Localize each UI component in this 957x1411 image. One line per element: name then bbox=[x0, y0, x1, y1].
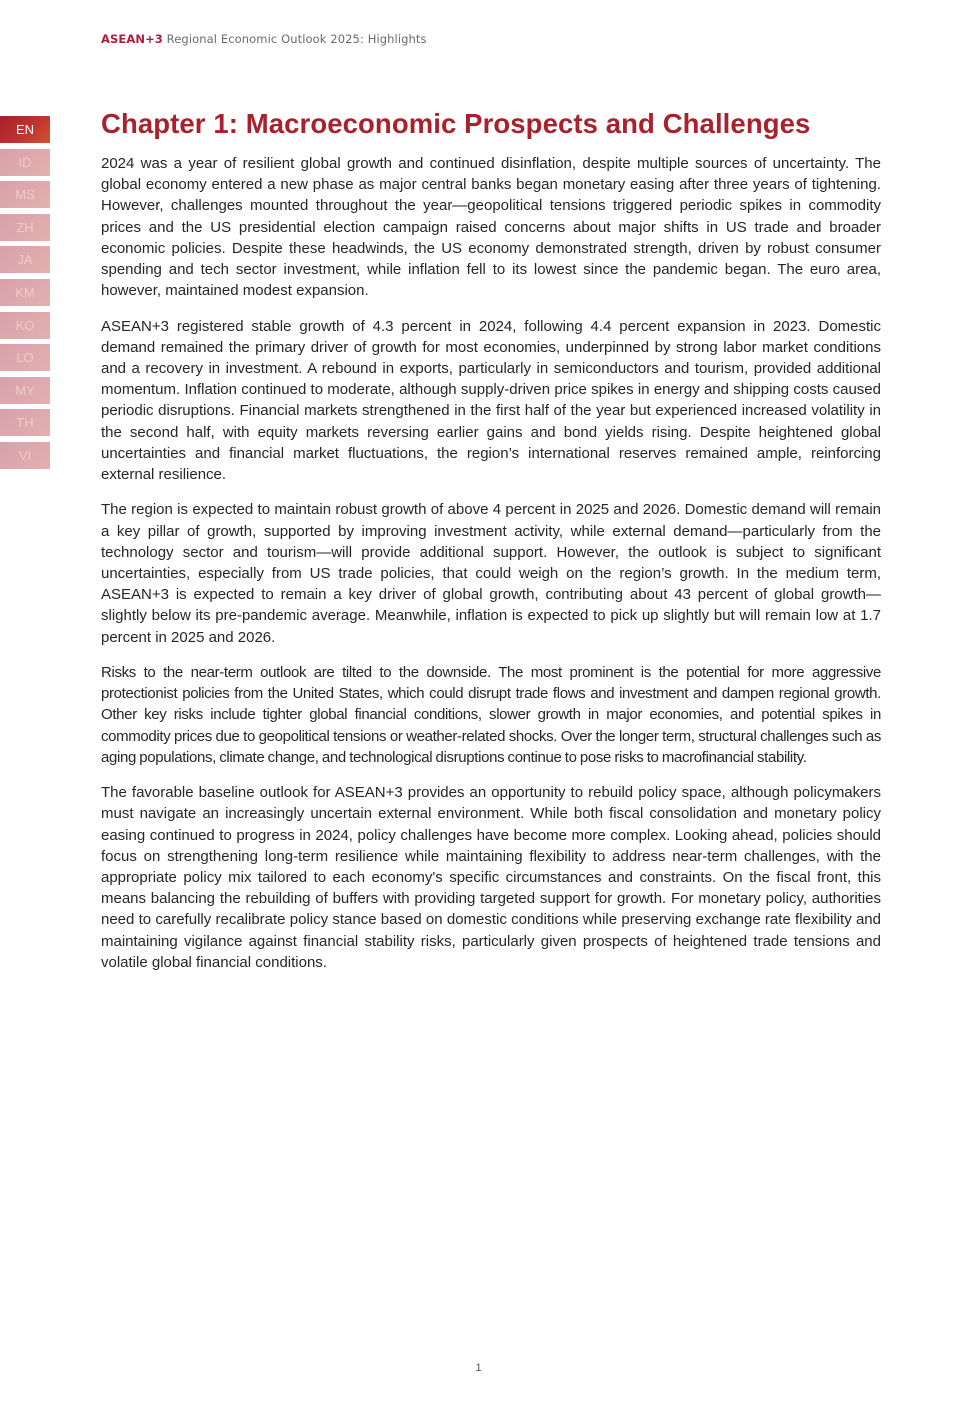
language-tabs bbox=[0, 116, 50, 475]
paragraph-outlook: The region is expected to maintain robust growth of above 4 percent in 2025 and 2026. Domestic demand will remain a key pillar of growth, supported by improving investment activity, while external demand—particularly from the technology sector and tourism—will provide additional support. However, the outlook is subject to significant uncertainties, especially from US trade policies, that could weigh on the region’s growth. In the medium term, ASEAN+3 is expected to remain a key driver of global growth, contributing about 43 percent of global growth—slightly below its pre-pandemic average. Meanwhile, inflation is expected to pick up slightly but will remain low at 1.7 percent in 2025 and 2026. bbox=[101, 501, 881, 646]
header-title: Regional Economic Outlook 2025: Highlights bbox=[166, 32, 427, 46]
page-number: 1 bbox=[475, 1362, 482, 1374]
paragraph-risks: Risks to the near-term outlook are tilted to the downside. The most prominent is the potential for more aggressive protectionist policies from the United States, which could disrupt trade flows and investment and dampen regional growth. Other key risks include tighter global financial conditions, slower growth in major economies, and potential spikes in commodity prices due to geopolitical tensions or weather-related shocks. Over the longer term, structural challenges such as aging populations, climate change, and technological disruptions continue to pose risks to macrofinancial stability. bbox=[101, 664, 881, 766]
language-tab-km[interactable]: KM bbox=[0, 279, 50, 306]
language-tab-zh[interactable]: ZH bbox=[0, 214, 50, 241]
language-tab-my[interactable]: MY bbox=[0, 377, 50, 404]
language-tab-ja[interactable]: JA bbox=[0, 246, 50, 273]
header-brand: ASEAN+3 bbox=[101, 32, 163, 46]
language-tab-th[interactable]: TH bbox=[0, 409, 50, 436]
language-tab-en[interactable]: EN bbox=[0, 116, 50, 143]
running-header bbox=[101, 32, 427, 46]
language-tab-id[interactable]: ID bbox=[0, 149, 50, 176]
language-tab-vi[interactable]: VI bbox=[0, 442, 50, 469]
language-tab-ko[interactable]: KO bbox=[0, 312, 50, 339]
chapter-title: Chapter 1: Macroeconomic Prospects and Challenges bbox=[101, 108, 811, 139]
chapter-body bbox=[101, 153, 881, 987]
language-tab-lo[interactable]: LO bbox=[0, 344, 50, 371]
paragraph-policy: The favorable baseline outlook for ASEAN+3 provides an opportunity to rebuild policy space, although policymakers must navigate an increasingly uncertain external environment. While both fiscal consolidation and monetary policy easing continued to progress in 2024, policy challenges have become more complex. Looking ahead, policies should focus on strengthening long-term resilience while maintaining flexibility to address near-term challenges, with the appropriate policy mix tailored to each economy's specific circumstances and constraints. On the fiscal front, this means balancing the rebuilding of buffers with providing targeted support for growth. For monetary policy, authorities need to carefully recalibrate policy stance based on domestic conditions while preserving exchange rate flexibility and maintaining vigilance against financial stability risks, particularly given prospects of heightened trade tensions and volatile global financial conditions. bbox=[101, 784, 881, 971]
paragraph-asean3-2024: ASEAN+3 registered stable growth of 4.3 percent in 2024, following 4.4 percent expansion in 2023. Domestic demand remained the primary driver of growth for most economies, underpinned by strong labor market conditions and a recovery in investment. A rebound in exports, particularly in semiconductors and tourism, provided additional momentum. Inflation continued to moderate, although supply-driven price spikes in energy and shipping costs caused periodic disruptions. Financial markets strengthened in the first half of the year but experienced increased volatility in the second half, with equity markets reversing earlier gains and bond yields rising. Despite heightened global uncertainties and financial market fluctuations, the region’s international reserves remained ample, reinforcing external resilience. bbox=[101, 317, 881, 484]
language-tab-ms[interactable]: MS bbox=[0, 181, 50, 208]
paragraph-global-economy: 2024 was a year of resilient global growth and continued disinflation, despite multiple sources of uncertainty. The global economy entered a new phase as major central banks began monetary easing after three years of tightening. However, challenges mounted throughout the year—geopolitical tensions triggered periodic spikes in commodity prices and the US presidential election campaign raised concerns about major shifts in US trade and broader economic policies. Despite these headwinds, the US economy demonstrated strength, driven by robust consumer spending and tech sector investment, while inflation fell to its lowest since the pandemic began. The euro area, however, maintained modest expansion. bbox=[101, 155, 881, 300]
